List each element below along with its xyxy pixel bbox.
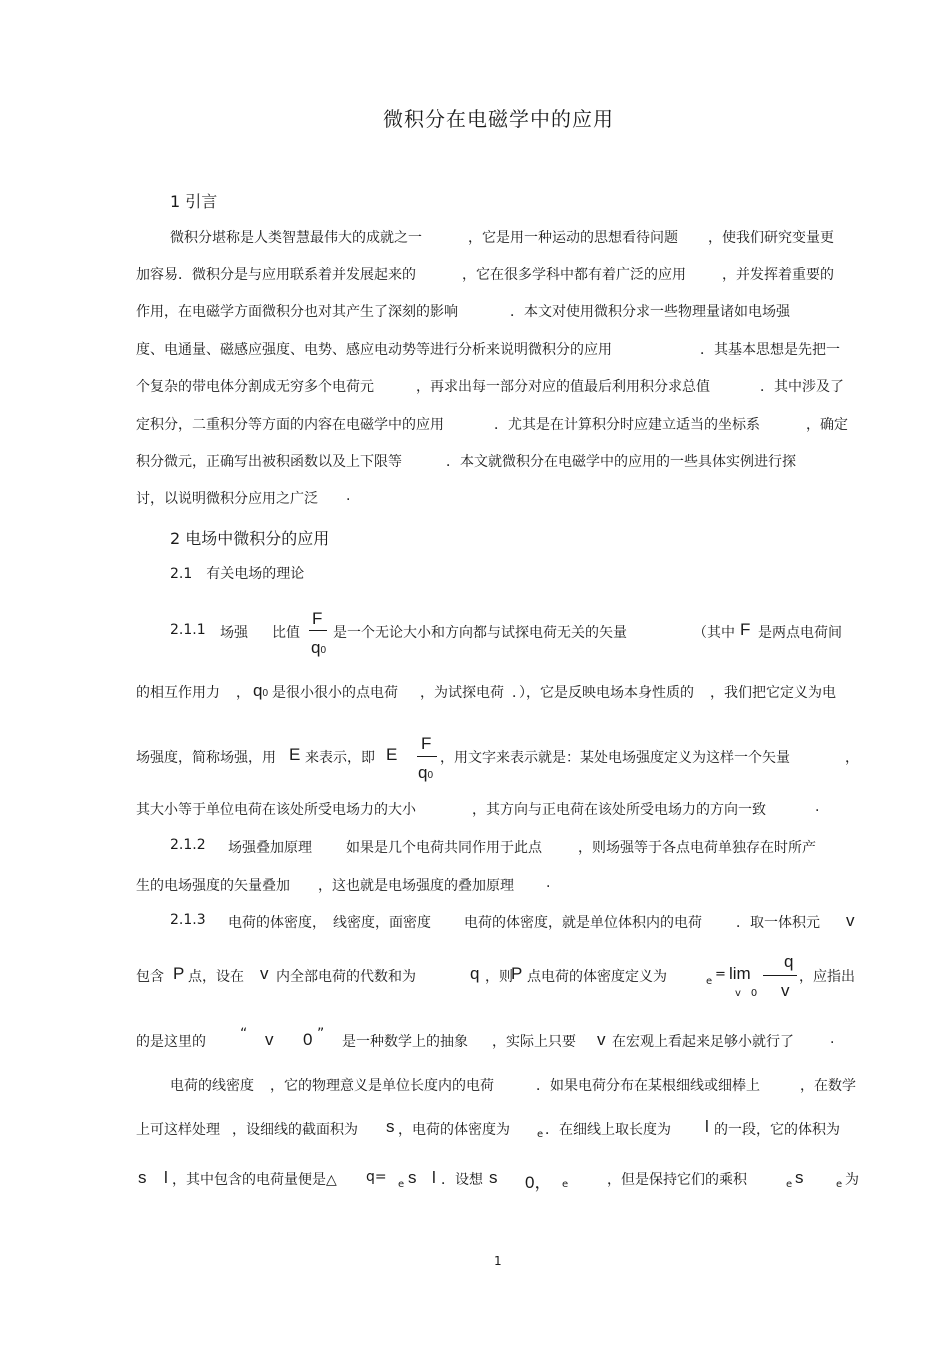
pline-i: 的一段，它的体积为 — [714, 1122, 840, 1138]
pline-sub-e4: e — [786, 1179, 793, 1190]
p213-v4: v — [597, 1030, 606, 1049]
p213-e: 内全部电荷的代数和为 — [276, 969, 416, 985]
p211-term: 场强 — [220, 625, 248, 641]
p211-h: ．），它是反映电场本身性质的 — [512, 685, 694, 701]
p211-num: 2.1.1 — [170, 622, 206, 638]
p211-o: . — [815, 799, 820, 815]
p213-f: ，则 — [485, 969, 513, 985]
pline-sub-e3: e — [562, 1179, 569, 1190]
p211-l: ，用文字来表示就是：某处电场强度定义为这样一个矢量 — [440, 750, 790, 766]
s1-line7-a: 积分微元，正确写出被积函数以及上下限等 — [136, 454, 402, 470]
p212-c: 生的电场强度的矢量叠加 — [136, 878, 290, 894]
s1-line3-a: 作用，在电磁学方面微积分也对其产生了深刻的影响 — [136, 304, 458, 320]
s1-line6-a: 定积分，二重积分等方面的内容在电磁学中的应用 — [136, 417, 444, 433]
pline-g: ，电荷的体密度为 — [398, 1122, 510, 1138]
pline-l2: l — [164, 1168, 168, 1187]
s1-line4-b: ．其基本思想是先把一 — [700, 342, 840, 358]
s1-line7-b: ．本文就微积分在电磁学中的应用的一些具体实例进行探 — [446, 454, 796, 470]
pline-sub-e5: e — [836, 1179, 843, 1190]
s1-line5-b: ，再求出每一部分对应的值最后利用积分求总值 — [416, 379, 710, 395]
p213-d: 点，设在 — [188, 969, 244, 985]
p213-term: 电荷的体密度， 线密度，面密度 — [228, 915, 431, 931]
p211-a: 比值 — [272, 625, 300, 641]
frac1-denominator: q0 — [311, 638, 327, 657]
s1-line5-a: 个复杂的带电体分割成无穷多个电荷元 — [136, 379, 374, 395]
p211-q0: q0 — [253, 681, 269, 700]
s1-line6-c: ，确定 — [806, 417, 848, 433]
p211-E: E — [289, 745, 301, 764]
pline-s2: s — [138, 1168, 147, 1187]
pline-zero: 0， — [525, 1173, 552, 1192]
pline-sub-e2: e — [398, 1179, 405, 1190]
lim-subscript: v 0 — [735, 988, 758, 999]
pline-s: s — [386, 1117, 395, 1136]
lim-frac-denominator: v — [781, 981, 790, 1000]
pline-d: ，在数学 — [800, 1078, 856, 1094]
page-number: 1 — [494, 1254, 502, 1268]
pline-m: ，但是保持它们的乘积 — [607, 1172, 747, 1188]
p212-term: 场强叠加原理 — [228, 840, 312, 856]
p213-g: 点电荷的体密度定义为 — [527, 969, 667, 985]
pline-s4: s — [489, 1168, 498, 1187]
s1-line1-c: ，使我们研究变量更 — [708, 230, 834, 246]
p213-h: ，应指出 — [799, 969, 855, 985]
frac1-bar — [309, 630, 327, 631]
s1-line8-b: . — [346, 488, 351, 504]
p211-i: ，我们把它定义为电 — [710, 685, 836, 701]
p213-j: 是一种数学上的抽象 — [342, 1034, 468, 1050]
p212-d: ，这也就是电场强度的叠加原理 — [318, 878, 514, 894]
p211-d: 是两点电荷间 — [758, 625, 842, 641]
lim-frac-bar — [763, 975, 797, 976]
p213-i: 的是这里的 — [136, 1034, 206, 1050]
p211-e: 的相互作用力 — [136, 685, 220, 701]
p211-j: 场强度，简称场强，用 — [136, 750, 276, 766]
equals-sign: = — [715, 967, 726, 982]
s1-line2-b: ，它在很多学科中都有着广泛的应用 — [462, 267, 686, 283]
frac2-numerator: F — [421, 734, 432, 753]
p213-q: q — [470, 964, 480, 983]
p213-l: 在宏观上看起来足够小就行了 — [612, 1034, 794, 1050]
p213-v3: v — [265, 1030, 274, 1049]
p212-e: . — [546, 875, 551, 891]
quote-close: ” — [317, 1026, 325, 1042]
pline-l3: l — [432, 1168, 436, 1187]
s1-line4-a: 度、电通量、磁感应强度、电势、感应电动势等进行分析来说明微积分的应用 — [136, 342, 612, 358]
p211-m: 其大小等于单位电荷在该处所受电场力的大小 — [136, 802, 416, 818]
s1-line3-b: ．本文对使用微积分求一些物理量诸如电场强 — [510, 304, 790, 320]
p211-g: ，为试探电荷 — [420, 685, 504, 701]
p211-F: F — [740, 620, 751, 639]
pline-l: l — [705, 1117, 709, 1136]
frac1-numerator: F — [312, 609, 323, 628]
p213-zero: 0 — [303, 1030, 313, 1049]
p211-comma2: ， — [845, 750, 859, 766]
p213-m: . — [830, 1031, 835, 1047]
lim-operator: lim — [729, 964, 751, 983]
p212-b: ，则场强等于各点电荷单独存在时所产 — [578, 840, 816, 856]
p213-c: 包含 — [136, 969, 164, 985]
p213-num: 2.1.3 — [170, 912, 206, 928]
section-1-heading: 1 引言 — [170, 192, 218, 211]
pline-h: ．在细线上取长度为 — [545, 1122, 671, 1138]
pline-s3: s — [408, 1168, 417, 1187]
pline-n: 为 — [845, 1172, 859, 1188]
frac2-bar — [417, 756, 437, 757]
s1-line2-c: ，并发挥着重要的 — [722, 267, 834, 283]
p213-v2: v — [260, 964, 269, 983]
p213-v1: v — [846, 911, 855, 930]
p211-E2: E — [386, 745, 398, 764]
p213-P2: P — [511, 964, 523, 983]
page-title: 微积分在电磁学中的应用 — [383, 107, 614, 131]
quote-open: “ — [240, 1026, 248, 1042]
section-2-1-heading: 2.1 有关电场的理论 — [170, 566, 305, 582]
p211-c: （其中 — [693, 625, 735, 641]
s1-line8-a: 讨，以说明微积分应用之广泛 — [136, 491, 318, 507]
section-2-heading: 2 电场中微积分的应用 — [170, 529, 330, 548]
rho-subscript: e — [706, 976, 713, 987]
lim-frac-numerator: q — [784, 952, 794, 971]
p213-b: ．取一体积元 — [736, 915, 820, 931]
pline-c: ．如果电荷分布在某根细线或细棒上 — [536, 1078, 760, 1094]
p213-a: 电荷的体密度，就是单位体积内的电荷 — [464, 915, 702, 931]
pline-f: ，设细线的截面积为 — [232, 1122, 358, 1138]
s1-line1-a: 微积分堪称是人类智慧最伟大的成就之一 — [170, 230, 422, 246]
p211-k: 来表示，即 — [305, 750, 375, 766]
p211-comma: ， — [236, 685, 250, 701]
frac2-denominator: q0 — [418, 763, 434, 782]
p213-k: ，实际上只要 — [492, 1034, 576, 1050]
pline-sub-e: e — [537, 1129, 544, 1140]
pline-b: ，它的物理意义是单位长度内的电荷 — [270, 1078, 494, 1094]
p211-n: ，其方向与正电荷在该处所受电场力的方向一致 — [472, 802, 766, 818]
s1-line6-b: ．尤其是在计算积分时应建立适当的坐标系 — [494, 417, 760, 433]
p213-P: P — [173, 964, 185, 983]
pline-e: 上可这样处理 — [136, 1122, 220, 1138]
pline-qeq: q= — [366, 1169, 387, 1185]
s1-line1-b: ，它是用一种运动的思想看待问题 — [468, 230, 678, 246]
s1-line2-a: 加容易．微积分是与应用联系着并发展起来的 — [136, 267, 416, 283]
s1-line5-c: ．其中涉及了 — [760, 379, 844, 395]
pline-k: ．设想 — [441, 1172, 483, 1188]
pline-s5: s — [795, 1168, 804, 1187]
p211-b: 是一个无论大小和方向都与试探电荷无关的矢量 — [333, 625, 627, 641]
p211-f: 是很小很小的点电荷 — [272, 685, 398, 701]
pline-a: 电荷的线密度 — [170, 1078, 254, 1094]
p212-a: 如果是几个电荷共同作用于此点 — [346, 840, 542, 856]
p212-num: 2.1.2 — [170, 837, 206, 853]
pline-j: ，其中包含的电荷量便是△ — [172, 1172, 337, 1188]
